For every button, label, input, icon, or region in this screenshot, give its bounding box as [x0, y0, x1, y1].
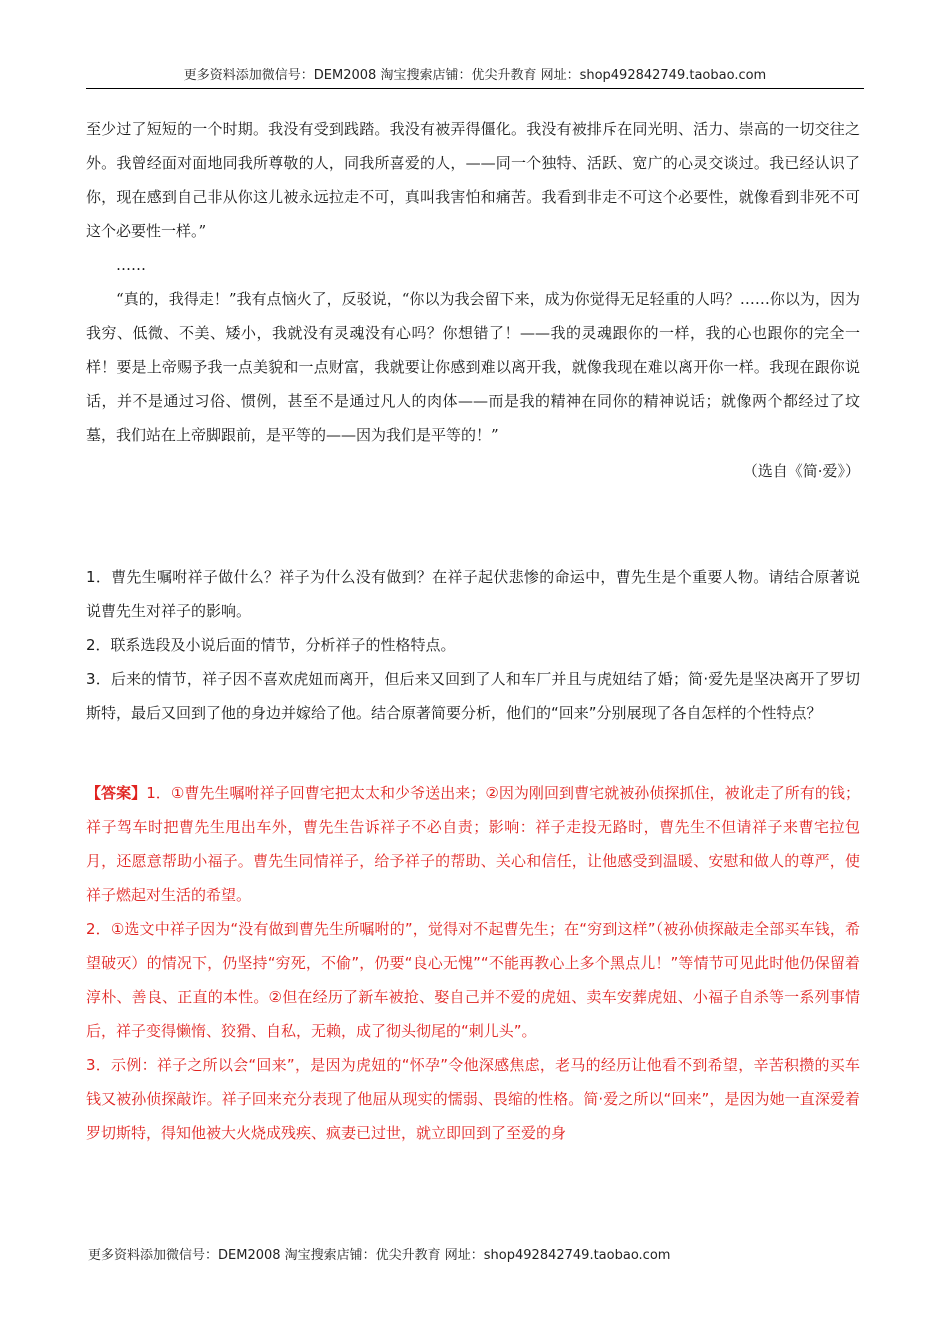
- answer-1: 1．①曹先生嘱咐祥子回曹宅把太太和少爷送出来；②因为刚回到曹宅就被孙侦探抓住，被讹走了所有的钱；祥子驾车时把曹先生甩出车外，曹先生告诉祥子不必自责；影响：祥子走投无路时，曹先生不但请祥子来曹宅拉包月，还愿意帮助小福子。曹先生同情祥子，给予祥子的帮助、关心和信任，让他感受到温暖、安慰和做人的尊严，使祥子燃起对生活的希望。: [86, 784, 860, 904]
- passage-paragraph-1: 至少过了短短的一个时期。我没有受到践踏。我没有被弄得僵化。我没有被排斥在同光明、活力、崇高的一切交往之外。我曾经面对面地同我所尊敬的人，同我所喜爱的人，——同一个独特、活跃、宽广的心灵交谈过。我已经认识了你，现在感到自己非从你这儿被永远拉走不可，真叫我害怕和痛苦。我看到非走不可这个必要性，就像看到非死不可这个必要性一样。”: [86, 120, 860, 240]
- answer-2: 2．①选文中祥子因为“没有做到曹先生所嘱咐的”，觉得对不起曹先生；在“穷到这样”（被孙侦探敲走全部买车钱，希望破灭）的情况下，仍坚持“穷死，不偷”，仍要“良心无愧”“不能再教心上多个黑点儿！”等情节可见此时他仍保留着淳朴、善良、正直的本性。②但在经历了新车被抢、娶自己并不爱的虎妞、卖车安葬虎妞、小福子自杀等一系列事情后，祥子变得懒惰、狡猾、自私，无赖，成了彻头彻尾的“刺儿头”。: [86, 920, 860, 1040]
- page-header: 更多资料添加微信号：DEM2008 淘宝搜索店铺：优尖升教育 网址：shop492842749.taobao.com: [86, 66, 864, 89]
- answer-section: [86, 776, 860, 1150]
- passage-paragraph-2: “真的，我得走！”我有点恼火了，反驳说，“你以为我会留下来，成为你觉得无足轻重的人吗？……你以为，因为我穷、低微、不美、矮小，我就没有灵魂没有心吗？你想错了！——我的灵魂跟你的一样，我的心也跟你的完全一样！要是上帝赐予我一点美貌和一点财富，我就要让你感到难以离开我，就像我现在难以离开你一样。我现在跟你说话，并不是通过习俗、惯例，甚至不是通过凡人的肉体——而是我的精神在同你的精神说话；就像两个都经过了坟墓，我们站在上帝脚跟前，是平等的——因为我们是平等的！”: [86, 290, 860, 444]
- answer-1-paragraph: [86, 776, 860, 912]
- question-2: 2．联系选段及小说后面的情节，分析祥子的性格特点。: [86, 636, 456, 654]
- excerpt-passage: [86, 112, 860, 488]
- question-1: 1．曹先生嘱咐祥子做什么？祥子为什么没有做到？在祥子起伏悲惨的命运中，曹先生是个重要人物。请结合原著说说曹先生对祥子的影响。: [86, 568, 860, 620]
- passage-source: （选自《简·爱》）: [742, 462, 860, 480]
- passage-ellipsis: ……: [116, 256, 146, 274]
- page-footer: 更多资料添加微信号：DEM2008 淘宝搜索店铺：优尖升教育 网址：shop492842749.taobao.com: [88, 1248, 671, 1263]
- answer-3: 3．示例：祥子之所以会“回来”，是因为虎妞的“怀孕”令他深感焦虑，老马的经历让他看不到希望，辛苦积攒的买车钱又被孙侦探敲诈。祥子回来充分表现了他屈从现实的懦弱、畏缩的性格。简·爱之所以“回来”，是因为她一直深爱着罗切斯特，得知他被大火烧成残疾、疯妻已过世，就立即回到了至爱的身: [86, 1056, 860, 1142]
- answer-label: 【答案】: [86, 784, 147, 802]
- question-3: 3．后来的情节，祥子因不喜欢虎妞而离开，但后来又回到了人和车厂并且与虎妞结了婚；简·爱先是坚决离开了罗切斯特，最后又回到了他的身边并嫁给了他。结合原著简要分析，他们的“回来”分别展现了各自怎样的个性特点？: [86, 670, 860, 722]
- question-list: [86, 560, 860, 730]
